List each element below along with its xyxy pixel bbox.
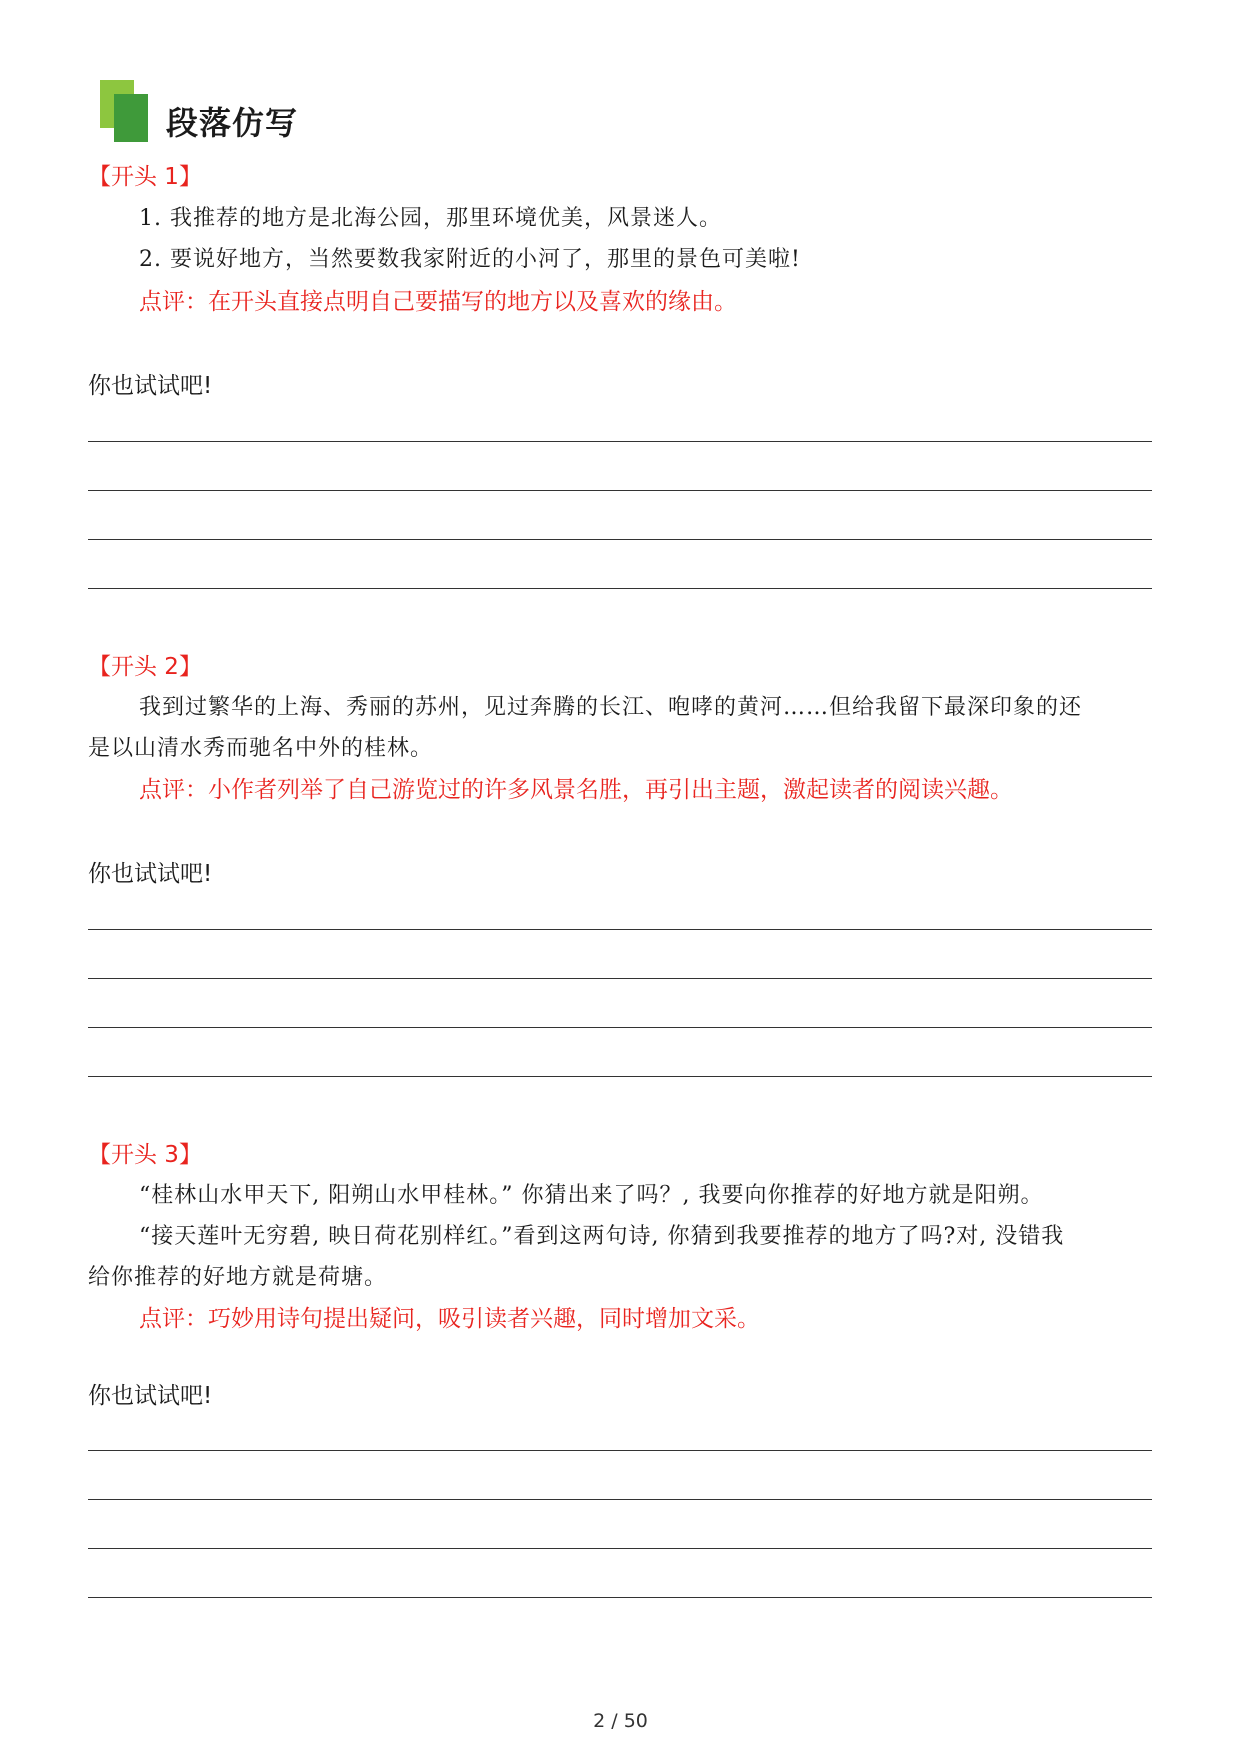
writing-line[interactable] xyxy=(88,588,1152,589)
try-it-label-2: 你也试试吧! xyxy=(88,861,213,887)
opening-3-label: 【开头 3】 xyxy=(88,1142,202,1168)
writing-line[interactable] xyxy=(88,539,1152,540)
opening-2-label: 【开头 2】 xyxy=(88,654,202,680)
opening-1-line-1: 1. 我推荐的地方是北海公园，那里环境优美，风景迷人。 xyxy=(139,206,722,231)
page-number: 2 / 50 xyxy=(593,1710,648,1732)
opening-3-comment: 点评：巧妙用诗句提出疑问，吸引读者兴趣，同时增加文采。 xyxy=(139,1306,760,1332)
writing-line[interactable] xyxy=(88,490,1152,491)
writing-line[interactable] xyxy=(88,1499,1152,1500)
writing-line[interactable] xyxy=(88,1597,1152,1598)
writing-line[interactable] xyxy=(88,1076,1152,1077)
writing-line[interactable] xyxy=(88,1027,1152,1028)
opening-3-line-1: “桂林山水甲天下, 阳朔山水甲桂林。” 你猜出来了吗？, 我要向你推荐的好地方就是阳朔。 xyxy=(139,1183,1044,1208)
opening-2-line-2: 是以山清水秀而驰名中外的桂林。 xyxy=(88,736,434,761)
writing-line[interactable] xyxy=(88,1548,1152,1549)
page-title: 段落仿写 xyxy=(166,104,299,142)
writing-line[interactable] xyxy=(88,441,1152,442)
opening-1-line-2: 2. 要说好地方，当然要数我家附近的小河了，那里的景色可美啦! xyxy=(139,247,801,272)
opening-3-line-2: “接天莲叶无穷碧, 映日荷花别样红。”看到这两句诗, 你猜到我要推荐的地方了吗?对, 没错我 xyxy=(139,1224,1065,1249)
writing-line[interactable] xyxy=(88,978,1152,979)
opening-1-comment: 点评：在开头直接点明自己要描写的地方以及喜欢的缘由。 xyxy=(139,289,737,315)
opening-2-comment: 点评：小作者列举了自己游览过的许多风景名胜，再引出主题，激起读者的阅读兴趣。 xyxy=(139,777,1013,803)
section-header xyxy=(100,80,500,142)
opening-2-line-1: 我到过繁华的上海、秀丽的苏州，见过奔腾的长江、咆哮的黄河……但给我留下最深印象的还 xyxy=(139,695,1083,720)
writing-line[interactable] xyxy=(88,1450,1152,1451)
try-it-label-3: 你也试试吧! xyxy=(88,1383,213,1409)
opening-1-label: 【开头 1】 xyxy=(88,164,202,190)
try-it-label-1: 你也试试吧! xyxy=(88,373,213,399)
writing-line[interactable] xyxy=(88,929,1152,930)
green-square-icon xyxy=(100,80,150,142)
opening-3-line-3: 给你推荐的好地方就是荷塘。 xyxy=(88,1265,388,1290)
